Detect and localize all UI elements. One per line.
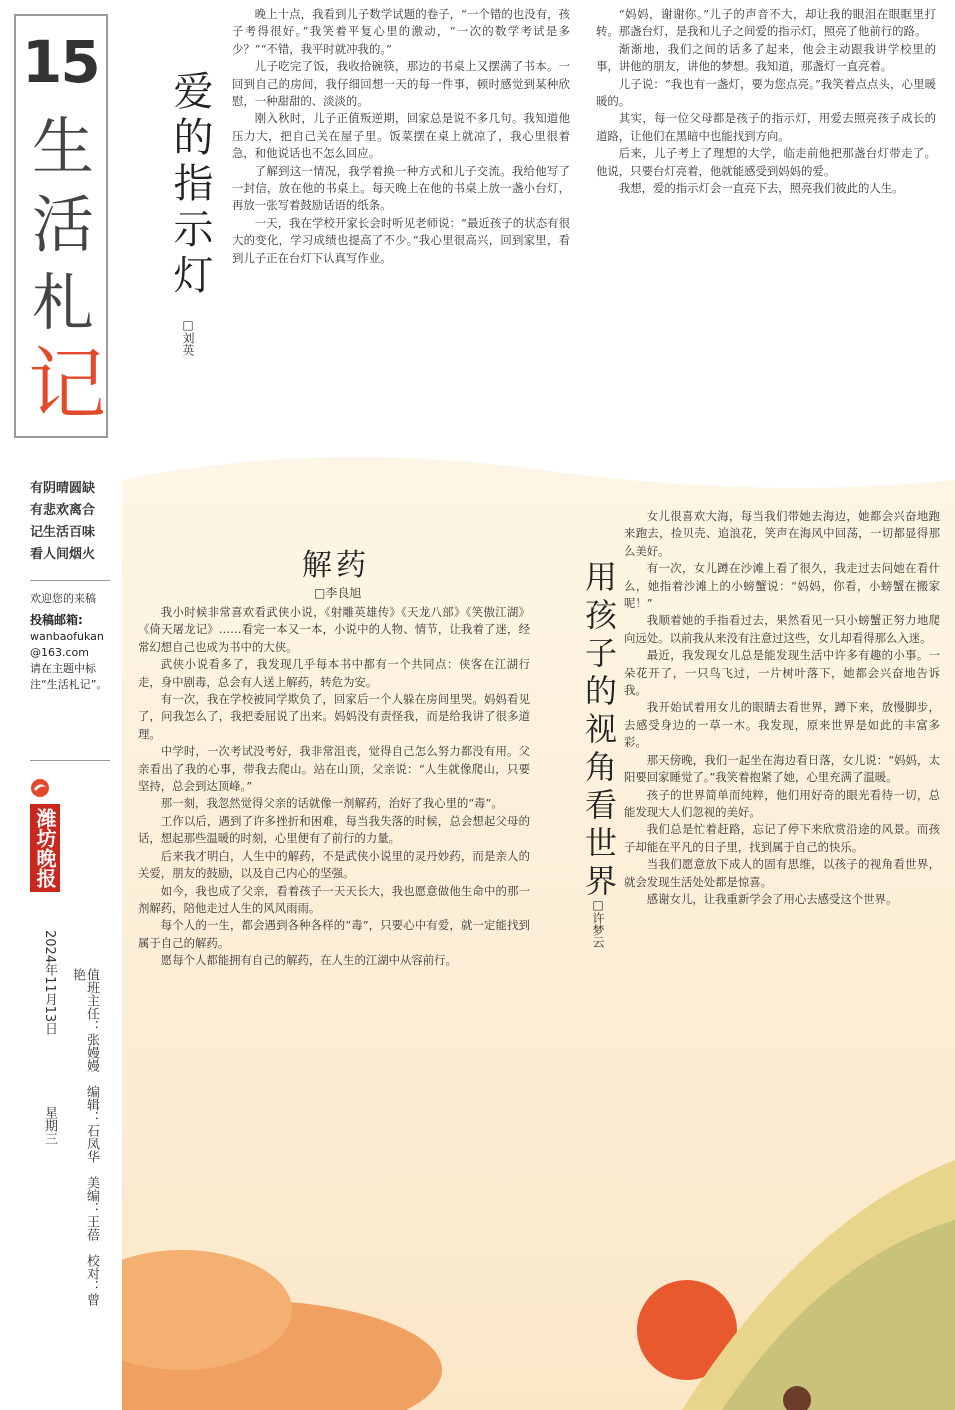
welcome-text: 欢迎您的来稿: [30, 592, 96, 605]
paragraph: 我开始试着用女儿的眼睛去看世界，蹲下来，放慢脚步，去感受身边的一草一木。我发现，原来世界是如此的丰富多彩。: [624, 700, 940, 750]
paragraph: 女儿很喜欢大海，每当我们带她去海边，她都会兴奋地跑来跑去，捡贝壳、追浪花，笑声在海风中回荡，一切都显得那么美好。: [624, 509, 940, 558]
submission-info: [30, 612, 120, 693]
paragraph: 我顺着她的手指看过去，果然看见一只小螃蟹正努力地爬向远处。以前我从来没有注意过这些，女儿却看得那么入迷。: [624, 613, 940, 645]
article-author: □李良旭: [314, 586, 362, 600]
page-number: 15: [22, 28, 99, 96]
paragraph: 其实，每一位父母都是孩子的指示灯，用爱去照亮孩子成长的道路，让他们在黑暗中也能找到方向。: [596, 111, 936, 143]
issue-date: 2024年11月13日: [42, 930, 57, 1036]
motto: [30, 478, 95, 566]
article-title: 用孩子的视角看世界: [580, 560, 618, 902]
paragraph: 工作以后，遇到了许多挫折和困难，每当我失落的时候，总会想起父母的话，想起那些温暖的时刻，心里便有了前行的力量。: [138, 813, 530, 846]
paragraph: 如今，我也成了父亲，看着孩子一天天长大，我也愿意做他生命中的那一剂解药，陪他走过人生的风风雨雨。: [138, 883, 530, 915]
submit-email-domain[interactable]: @163.com: [30, 646, 89, 659]
paper-name: 潍坊晚报: [33, 808, 57, 888]
article-author: □刘英: [181, 318, 195, 356]
paragraph: 最近，我发现女儿总是能发现生活中许多有趣的小事。一朵花开了，一只鸟飞过，一片树叶落下，她都会兴奋地告诉我。: [624, 648, 940, 698]
submit-note: 请在主题中标注“生活札记”。: [30, 662, 108, 691]
paragraph: 每个人的一生，都会遇到各种各样的“毒”，只要心中有爱，就一定能找到属于自己的解药。: [138, 918, 530, 950]
paragraph: “妈妈，谢谢你。”儿子的声音不大，却让我的眼泪在眼眶里打转。那盏台灯，是我和儿子之间爱的指示灯，照亮了他前行的路。: [596, 7, 936, 39]
paragraph: 我想，爱的指示灯会一直亮下去，照亮我们彼此的人生。: [618, 181, 904, 196]
section-title-char: 札: [31, 266, 94, 339]
motto-line: 有悲欢离合: [30, 503, 96, 518]
paragraph: 刚入秋时，儿子正值叛逆期，回家总是说不多几句。我知道他压力大，把自己关在屋子里。饭菜摆在桌上就凉了，我心里很着急，和他说话也不怎么回应。: [232, 111, 570, 161]
section-title-char: 活: [31, 188, 94, 261]
paragraph: 一天，我在学校开家长会时听见老师说：“最近孩子的状态有很大的变化，学习成绩也提高了不少。”我心里很高兴，回到家里，看到儿子正在台灯下认真写作业。: [232, 215, 570, 265]
paragraph: 愿每个人都能拥有自己的解药，在人生的江湖中从容前行。: [160, 953, 457, 968]
paragraph: 了解到这一情况，我学着换一种方式和儿子交流。我给他写了一封信，放在他的书桌上。每天晚上在他的书桌上放一盏小台灯，再放一张写着鼓励话语的纸条。: [232, 163, 570, 213]
paragraph: 孩子的世界简单而纯粹，他们用好奇的眼光看待一切，总能发现大人们忽视的美好。: [624, 787, 940, 819]
submit-email[interactable]: wanbaofukan: [30, 630, 104, 643]
article-body-continued: [596, 6, 936, 426]
issue-weekday: 星期三: [42, 1106, 57, 1145]
paragraph: 当我们愿意放下成人的固有思维，以孩子的视角看世界，就会发现生活处处都是惊喜。: [624, 857, 940, 889]
paragraph: 那天傍晚，我们一起坐在海边看日落，女儿说：“妈妈，太阳要回家睡觉了。”我笑着抱紧了她，心里充满了温暖。: [624, 752, 940, 785]
paragraph: 中学时，一次考试没考好，我非常沮丧，觉得自己怎么努力都没有用。父亲看出了我的心事，带我去爬山。站在山顶，父亲说：“人生就像爬山，只要坚持，总会到达顶峰。”: [138, 744, 530, 794]
motto-line: 有阴晴圆缺: [30, 481, 96, 496]
paragraph: 后来我才明白，人生中的解药，不是武侠小说里的灵丹妙药，而是亲人的关爱，朋友的鼓励，以及自己内心的坚强。: [138, 848, 530, 881]
paragraph: 晚上十点，我看到儿子数学试题的卷子，“一个错的也没有，孩子考得很好。”我笑着平复心里的激动，“一次的数学考试是多少？”“不错，我平时就冲我的。”: [232, 7, 570, 56]
paragraph: 渐渐地，我们之间的话多了起来，他会主动跟我讲学校里的事，讲他的朋友，讲他的梦想。我知道，那盏灯一直亮着。: [596, 41, 936, 74]
paragraph: 儿子吃完了饭，我收拾碗筷，那边的书桌上又摆满了书本。一回到自己的房间，我仔细回想一天的每一件事，顿时感觉到某种欣慰，一种甜甜的、淡淡的。: [232, 59, 570, 109]
motto-line: 看人间烟火: [30, 547, 96, 562]
article-body: [138, 604, 530, 1320]
section-title: [28, 108, 107, 430]
section-title-char: 生: [31, 110, 94, 183]
paragraph: 有一次，女儿蹲在沙滩上看了很久，我走过去问她在看什么，她指着沙滩上的小螃蟹说：“妈妈，你看，小螃蟹在搬家呢！”: [624, 561, 940, 611]
article-author: □许梦云: [591, 898, 605, 948]
paragraph: 武侠小说看多了，我发现几乎每本书中都有一个共同点：侠客在江湖行走，身中剧毒，总会有人送上解药，转危为安。: [138, 657, 530, 689]
submit-label: 投稿邮箱:: [30, 613, 83, 627]
article-body: [624, 508, 940, 1278]
section-title-char: 记: [28, 340, 107, 430]
paragraph: 儿子说：“我也有一盏灯，要为您点亮。”我笑着点点头，心里暖暖的。: [596, 76, 936, 109]
paragraph: 感谢女儿，让我重新学会了用心去感受这个世界。: [646, 891, 898, 906]
divider: [30, 580, 110, 581]
staff-credits: 值班主任：张嫚嫚 编辑：石凤华 美编：王蓓 校对：曾艳: [70, 968, 99, 1306]
article-title: 爱的指示灯: [167, 70, 213, 300]
paragraph: 我们总是忙着赶路，忘记了停下来欣赏沿途的风景。而孩子却能在平凡的日子里，找到属于自己的快乐。: [624, 822, 940, 854]
divider: [30, 760, 110, 761]
paragraph: 有一次，我在学校被同学欺负了，回家后一个人躲在房间里哭。妈妈看见了，问我怎么了，我把委屈说了出来。妈妈没有责怪我，而是给我讲了很多道理。: [138, 692, 530, 741]
paragraph: 后来，儿子考上了理想的大学，临走前他把那盏台灯带走了。他说，只要台灯亮着，他就能感受到妈妈的爱。: [596, 146, 936, 178]
paragraph: 那一刻，我忽然觉得父亲的话就像一剂解药，治好了我心里的“毒”。: [160, 796, 503, 811]
motto-line: 记生活百味: [30, 525, 96, 540]
article-title: 解药: [302, 548, 370, 583]
paragraph: 我小时候非常喜欢看武侠小说，《射雕英雄传》《天龙八部》《笑傲江湖》《倚天屠龙记》……看完一本又一本，小说中的人物、情节，让我着了迷，经常幻想自己也成为书中的大侠。: [138, 605, 530, 654]
newspaper-logo-icon: [30, 778, 50, 798]
newspaper-logo: [30, 804, 60, 892]
article-body: [232, 6, 570, 458]
